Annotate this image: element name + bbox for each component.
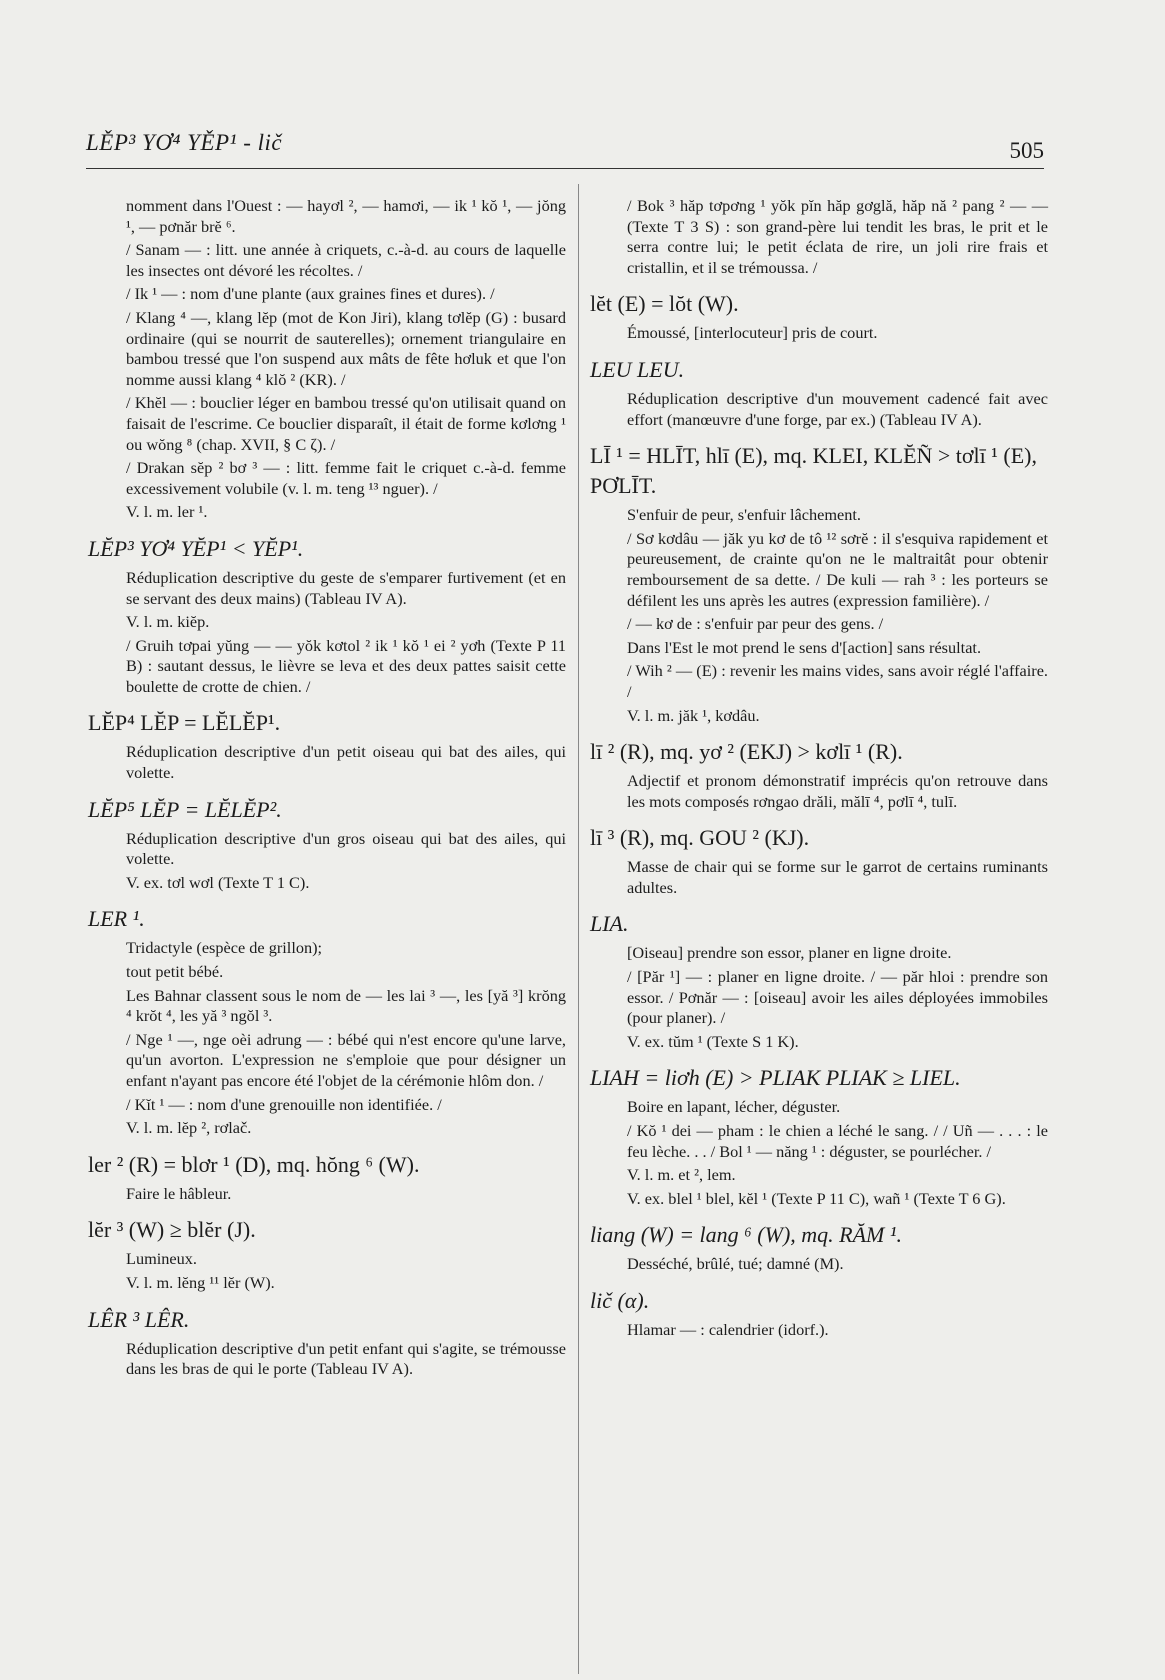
entry-text: V. l. m. jăk ¹, kơdâu. (627, 705, 760, 725)
dictionary-entry (88, 1305, 566, 1380)
dictionary-entry (88, 1215, 566, 1293)
entry-text: V. l. m. et ², lem. (627, 1165, 736, 1185)
entry-text: Réduplication descriptive du geste de s'emparer furtivement (et en se servant des deux mains) (Tableau IV A). (126, 567, 566, 608)
entry-text: tout petit bébé. (126, 962, 224, 982)
entry-headword: lĕr ³ (W) ≥ blĕr (J). (88, 1217, 256, 1243)
page-number: 505 (1009, 138, 1044, 163)
entry-text: / — kơ de : s'enfuir par peur des gens. / (627, 614, 884, 634)
entry-headword: lič (α). (590, 1288, 650, 1313)
entry-headword: LÊR ³ LÊR. (88, 1306, 190, 1332)
entry-text: Hlamar — : calendrier (idorf.). (627, 1320, 829, 1339)
entry-headword: ler ² (R) = blơr ¹ (D), mq. hŏng ⁶ (W). (88, 1151, 420, 1177)
dictionary-entry (590, 1286, 1048, 1341)
entry-text: / Klang ⁴ —, klang lĕp (mot de Kon Jiri), klang tơlĕp (G) : busard ordinaire (qui se nourrit de sauterelles); ornement triangulaire en bambou tressé que l'on suspend aux mâts de fête hơluk et que l'on nomme aussi klang ⁴ klŏ ² (KR). / (126, 307, 566, 389)
entry-headword: LIAH = liơh (E) > PLIAK PLIAK ≥ LIEL. (590, 1065, 961, 1091)
entry-text: / Sơ kơdâu — jăk yu kơ de tô ¹² sơrĕ : il s'esquiva rapidement et peureusement, de crainte qu'on ne le maltraitât pour obtenir remboursement de sa dette. / De kuli — rah ³ : les porteurs se défilent les uns après les autres (expression familière). / (627, 528, 1048, 610)
dictionary-entry (88, 534, 566, 698)
entry-text: Tridactyle (espèce de grillon); (126, 938, 323, 958)
entry-text: Émoussé, [interlocuteur] pris de court. (627, 323, 878, 343)
entry-text: V. ex. tơl wơl (Texte T 1 C). (126, 872, 310, 892)
right-column (590, 192, 1048, 1352)
entry-text: S'enfuir de peur, s'enfuir lâchement. (627, 505, 861, 525)
dictionary-entry (88, 795, 566, 894)
entry-continuation (88, 196, 566, 523)
entry-text: / Nge ¹ —, nge oèi adrung — : bébé qui n'est encore qu'une larve, qu'un avorton. L'expression ne s'emploie que pour désigner un enfant n'ayant pas encore été l'objet de la cérémonie hlôm don. / (126, 1029, 566, 1090)
dictionary-entry (88, 708, 566, 783)
entry-text: Adjectif et pronom démonstratif imprécis qu'on retrouve dans les mots composés rơngao drăli, mălī ⁴, pơlī ⁴, tulī. (627, 771, 1048, 811)
entry-text: V. ex. tŭm ¹ (Texte S 1 K). (627, 1031, 799, 1051)
dictionary-entry (590, 909, 1048, 1052)
entry-text: nomment dans l'Ouest : — hayơl ², — hamơi, — ik ¹ kŏ ¹, — jŏng ¹, — pơnăr brĕ ⁶. (126, 196, 566, 236)
entry-headword: LĔP⁴ LĔP = LĔLĔP¹. (88, 710, 281, 736)
entry-text: Boire en lapant, lécher, déguster. (627, 1097, 841, 1117)
entry-text: / [Păr ¹] — : planer en ligne droite. / — păr hloi : prendre son essor. / Pơnăr — : [oiseau] avoir les ailes déployées immobiles (pour planer). / (627, 967, 1048, 1028)
entry-headword: LĔP³ YƠ⁴ YĔP¹ < YĔP¹. (88, 535, 304, 561)
entry-text: Réduplication descriptive d'un petit enfant qui s'agite, se trémousse dans les bras de qui le porte (Tableau IV A). (126, 1338, 566, 1379)
entry-text: V. l. m. ler ¹. (126, 502, 208, 522)
entry-headword: lĕt (E) = lŏt (W). (590, 291, 739, 317)
entry-headword: liang (W) = lang ⁶ (W), mq. RĂM ¹. (590, 1222, 902, 1248)
entry-text: / Drakan sĕp ² bơ ³ — : litt. femme fait le criquet c.-à-d. femme excessivement volubile (v. l. m. teng ¹³ nguer). / (126, 458, 566, 498)
entry-text: / Khĕl — : bouclier léger en bambou tressé qu'on utilisait quand on faisait de l'escrime. Ce bouclier disparaît, il était de forme kơlơng ¹ ou wŏng ⁸ (chap. XVII, § C ζ). / (126, 393, 566, 454)
dictionary-entry (590, 1220, 1048, 1275)
entry-text: Masse de chair qui se forme sur le garrot de certains ruminants adultes. (627, 857, 1048, 897)
dictionary-entry (590, 355, 1048, 430)
entry-text: Les Bahnar classent sous le nom de — les lai ³ —, les [yă ³] krŏng ⁴ krŏt ⁴, les yă ³ ngŏl ³. (126, 985, 566, 1026)
entry-text: / Sanam — : litt. une année à criquets, c.-à-d. au cours de laquelle les insectes ont dévoré les récoltes. / (126, 240, 566, 280)
entry-text: Faire le hâbleur. (126, 1183, 232, 1203)
entry-text: Réduplication descriptive d'un gros oiseau qui bat des ailes, qui volette. (126, 828, 566, 869)
dictionary-entry (88, 904, 566, 1138)
entry-text: Réduplication descriptive d'un petit oiseau qui bat des ailes, qui volette. (126, 742, 566, 783)
entry-text: / Gruih tơpai yŭng — — yŏk kơtol ² ik ¹ kŏ ¹ ei ² yơh (Texte P 11 B) : sautant dessus, le lièvre se leva et des deux pattes saisit cette boulette de crotte de chien. / (126, 635, 566, 696)
dictionary-entry (88, 1150, 566, 1205)
dictionary-entry (590, 289, 1048, 344)
entry-text: Dans l'Est le mot prend le sens d'[action] sans résultat. (627, 637, 982, 657)
dictionary-entry (590, 737, 1048, 812)
left-column (88, 192, 566, 1391)
entry-text: / Wih ² — (E) : revenir les mains vides, sans avoir réglé l'affaire. / (627, 661, 1048, 701)
entry-text: / Ik ¹ — : nom d'une plante (aux graines fines et dures). / (126, 284, 495, 304)
entry-headword: LĪ ¹ = HLĪT, hlī (E), mq. KLEI, KLĔÑ > tơlī ¹ (E), PƠLĪT. (590, 443, 1037, 499)
entry-text: Lumineux. (126, 1249, 197, 1269)
page-header (86, 126, 1044, 169)
dictionary-entry (590, 1063, 1048, 1209)
entry-text: V. l. m. kiĕp. (126, 612, 210, 632)
entry-text: Réduplication descriptive d'un mouvement cadencé fait avec effort (manœuvre d'une forge, par ex.) (Tableau IV A). (627, 388, 1048, 429)
column-divider (578, 184, 579, 1674)
entry-text: Desséché, brûlé, tué; damné (M). (627, 1254, 844, 1274)
entry-text: V. ex. blel ¹ blel, kĕl ¹ (Texte P 11 C), wañ ¹ (Texte T 6 G). (627, 1188, 1006, 1208)
entry-text: / Bok ³ hăp tơpơng ¹ yŏk pĭn hăp gơglă, hăp nă ² pang ² — — (Texte T 3 S) : son grand-père lui tendit les bras, le prit et le serra contre lui; le petit éclata de rire, un joli rire frais et cristallin, et il se trémoussa. / (627, 196, 1048, 277)
dictionary-entry (590, 441, 1048, 726)
entry-text: [Oiseau] prendre son essor, planer en ligne droite. (627, 943, 952, 963)
entry-text: V. l. m. lĕng ¹¹ lĕr (W). (126, 1272, 275, 1292)
entry-headword: LIA. (590, 911, 629, 937)
running-head: LĚP³ YƠ⁴ YĚP¹ - lič (86, 130, 283, 155)
dictionary-entry (590, 823, 1048, 898)
entry-text: / Kŏ ¹ dei — pham : le chien a léché le sang. / / Uñ — . . . : le feu lèche. . . / Bol ¹ — năng ¹ : déguster, se pourlécher. / (627, 1121, 1048, 1161)
entry-text: V. l. m. lĕp ², rơlač. (126, 1118, 252, 1138)
entry-headword: LĔP⁵ LĔP = LĔLĔP². (88, 796, 282, 822)
entry-headword: lī ³ (R), mq. GOU ² (KJ). (590, 825, 810, 851)
entry-text: / Kĭt ¹ — : nom d'une grenouille non identifiée. / (126, 1094, 442, 1114)
entry-headword: LEU LEU. (590, 356, 685, 382)
entry-continuation (590, 196, 1048, 278)
entry-headword: lī ² (R), mq. yơ ² (EKJ) > kơlī ¹ (R). (590, 739, 903, 765)
entry-headword: LER ¹. (88, 906, 145, 932)
